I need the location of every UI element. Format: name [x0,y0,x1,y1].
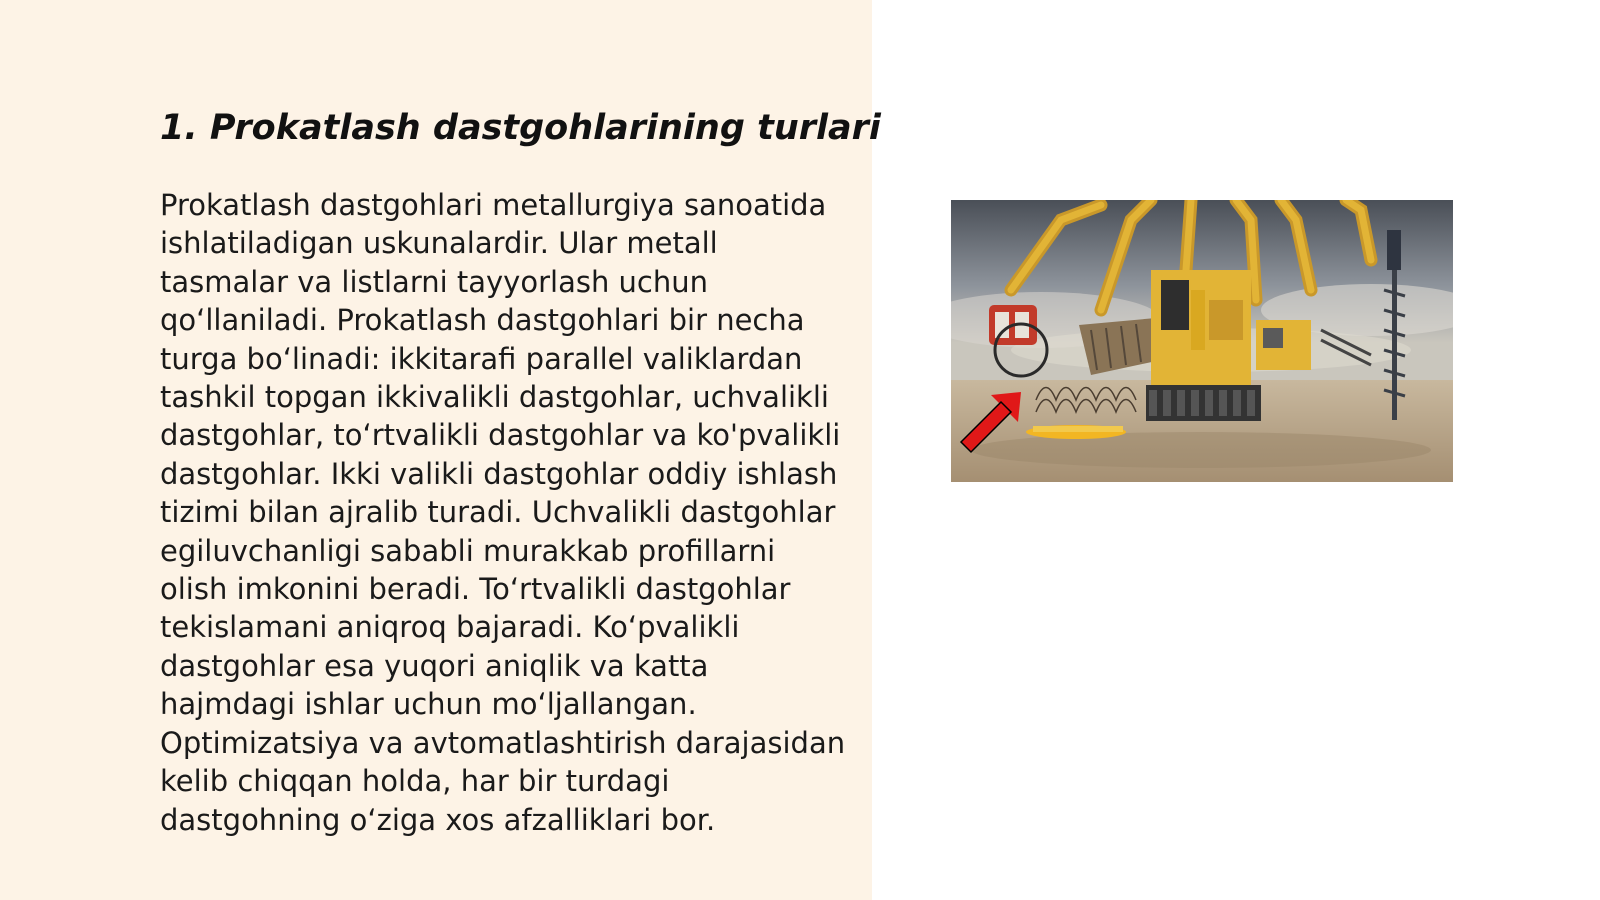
excavator-attachments-photo [951,200,1453,482]
slide-title: 1. Prokatlash dastgohlarining turlari [160,108,881,148]
slide-body-text: Prokatlash dastgohlari metallurgiya sanoatida ishlatiladigan uskunalardir. Ular metall tasmalar va listlarni tayyorlash uchun qo‘llaniladi. Prokatlash dastgohlari bir necha turga bo‘linadi: ikkitarafi parallel valiklardan tashkil topgan ikkivalikli dastgohlar, uchvalikli dastgohlar, to‘rtvalikli dastgohlar va ko'pvalikli dastgohlar. Ikki valikli dastgohlar oddiy ishlash tizimi bilan ajralib turadi. Uchvalikli dastgohlar egiluvchanligi sababli murakkab profillarni olish imkonini beradi. To‘rtvalikli dastgohlar tekislamani aniqroq bajaradi. Ko‘pvalikli dastgohlar esa yuqori aniqlik va katta hajmdagi ishlar uchun mo‘ljallangan. Optimizatsiya va avtomatlashtirish darajasidan kelib chiqqan holda, har bir turdagi dastgohning o‘ziga xos afzalliklari bor. [160,188,846,837]
